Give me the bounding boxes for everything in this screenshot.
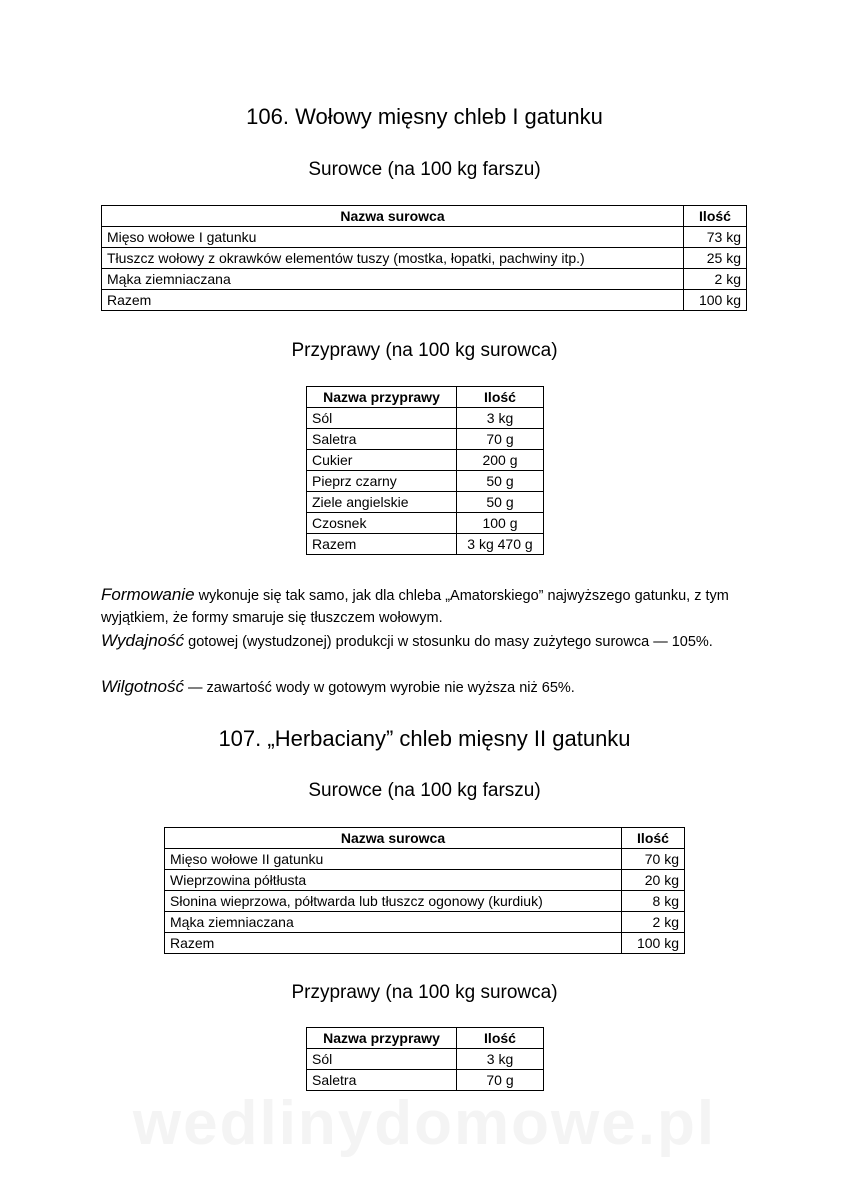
- table-cell: Razem: [307, 534, 457, 555]
- table-cell: Pieprz czarny: [307, 471, 457, 492]
- table-cell: 70 kg: [622, 849, 685, 870]
- table-cell: 70 g: [457, 1070, 544, 1091]
- table-cell: Słonina wieprzowa, półtwarda lub tłuszcz ogonowy (kurdiuk): [165, 891, 622, 912]
- table-cell: Cukier: [307, 450, 457, 471]
- table-cell: 3 kg: [457, 1049, 544, 1070]
- table-cell: 2 kg: [684, 269, 747, 290]
- section1-raw-table: [101, 205, 747, 311]
- table-cell: 20 kg: [622, 870, 685, 891]
- table-cell: 100 g: [457, 513, 544, 534]
- table-row: [165, 849, 685, 870]
- table-cell: Mięso wołowe II gatunku: [165, 849, 622, 870]
- section2-spice-table: [306, 1027, 544, 1091]
- table-cell: Sól: [307, 1049, 457, 1070]
- column-header: Nazwa surowca: [102, 206, 684, 227]
- formowanie-paragraph: [101, 584, 751, 629]
- table-cell: 70 g: [457, 429, 544, 450]
- table-row: [307, 450, 544, 471]
- table-cell: 73 kg: [684, 227, 747, 248]
- table-cell: 100 kg: [622, 933, 685, 954]
- section1-spice-table: [306, 386, 544, 555]
- table-cell: 2 kg: [622, 912, 685, 933]
- table-row: [307, 408, 544, 429]
- table-row: [165, 933, 685, 954]
- table-cell: 50 g: [457, 492, 544, 513]
- table-row: [307, 471, 544, 492]
- table-row: [165, 912, 685, 933]
- column-header: Nazwa surowca: [165, 828, 622, 849]
- table-row: [165, 870, 685, 891]
- table-header-row: [165, 828, 685, 849]
- table-header-row: [307, 387, 544, 408]
- section2-raw-heading: Surowce (na 100 kg farszu): [308, 780, 541, 801]
- table-row: [307, 1049, 544, 1070]
- table-cell: Wieprzowina półtłusta: [165, 870, 622, 891]
- table-cell: Razem: [102, 290, 684, 311]
- wilgotnosc-paragraph: [101, 676, 751, 699]
- column-header: Ilość: [622, 828, 685, 849]
- table-cell: 50 g: [457, 471, 544, 492]
- table-row: [102, 290, 747, 311]
- table-header-row: [307, 1028, 544, 1049]
- section2-title: 107. „Herbaciany” chleb mięsny II gatunku: [218, 726, 631, 751]
- table-cell: Mięso wołowe I gatunku: [102, 227, 684, 248]
- paragraph-term: Wydajność: [101, 631, 185, 650]
- paragraph-text: gotowej (wystudzonej) produkcji w stosunku do masy zużytego surowca — 105%.: [184, 634, 713, 650]
- table-row: [102, 248, 747, 269]
- paragraph-text: wykonuje się tak samo, jak dla chleba „Amatorskiego” najwyższego gatunku, z tym wyjątkiem, że formy smaruje się tłuszczem wołowym.: [101, 588, 729, 626]
- table-row: [102, 269, 747, 290]
- table-row: [307, 513, 544, 534]
- paragraph-term: Formowanie: [101, 585, 195, 604]
- column-header: Ilość: [684, 206, 747, 227]
- table-cell: Mąka ziemniaczana: [165, 912, 622, 933]
- column-header: Ilość: [457, 387, 544, 408]
- table-row: [307, 429, 544, 450]
- table-cell: Saletra: [307, 429, 457, 450]
- table-cell: 100 kg: [684, 290, 747, 311]
- section1-spice-heading: Przyprawy (na 100 kg surowca): [291, 340, 558, 361]
- table-row: [165, 891, 685, 912]
- column-header: Nazwa przyprawy: [307, 387, 457, 408]
- table-cell: 25 kg: [684, 248, 747, 269]
- table-cell: 200 g: [457, 450, 544, 471]
- table-cell: Mąka ziemniaczana: [102, 269, 684, 290]
- section2-spice-heading: Przyprawy (na 100 kg surowca): [291, 982, 558, 1003]
- section1-title: 106. Wołowy mięsny chleb I gatunku: [246, 104, 603, 129]
- paragraph-term: Wilgotność: [101, 677, 184, 696]
- table-cell: Razem: [165, 933, 622, 954]
- section1-raw-heading: Surowce (na 100 kg farszu): [308, 159, 541, 180]
- column-header: Nazwa przyprawy: [307, 1028, 457, 1049]
- paragraph-text: — zawartość wody w gotowym wyrobie nie wyższa niż 65%.: [184, 680, 575, 696]
- table-cell: Tłuszcz wołowy z okrawków elementów tuszy (mostka, łopatki, pachwiny itp.): [102, 248, 684, 269]
- table-cell: 3 kg 470 g: [457, 534, 544, 555]
- table-cell: Saletra: [307, 1070, 457, 1091]
- table-cell: 3 kg: [457, 408, 544, 429]
- table-header-row: [102, 206, 747, 227]
- table-cell: Sól: [307, 408, 457, 429]
- table-cell: 8 kg: [622, 891, 685, 912]
- column-header: Ilość: [457, 1028, 544, 1049]
- table-row: [307, 492, 544, 513]
- table-row: [102, 227, 747, 248]
- wydajnosc-paragraph: [101, 630, 751, 653]
- table-row: [307, 534, 544, 555]
- table-cell: Ziele angielskie: [307, 492, 457, 513]
- watermark: wedlinydomowe.pl: [132, 1089, 717, 1158]
- table-cell: Czosnek: [307, 513, 457, 534]
- section2-raw-table: [164, 827, 685, 954]
